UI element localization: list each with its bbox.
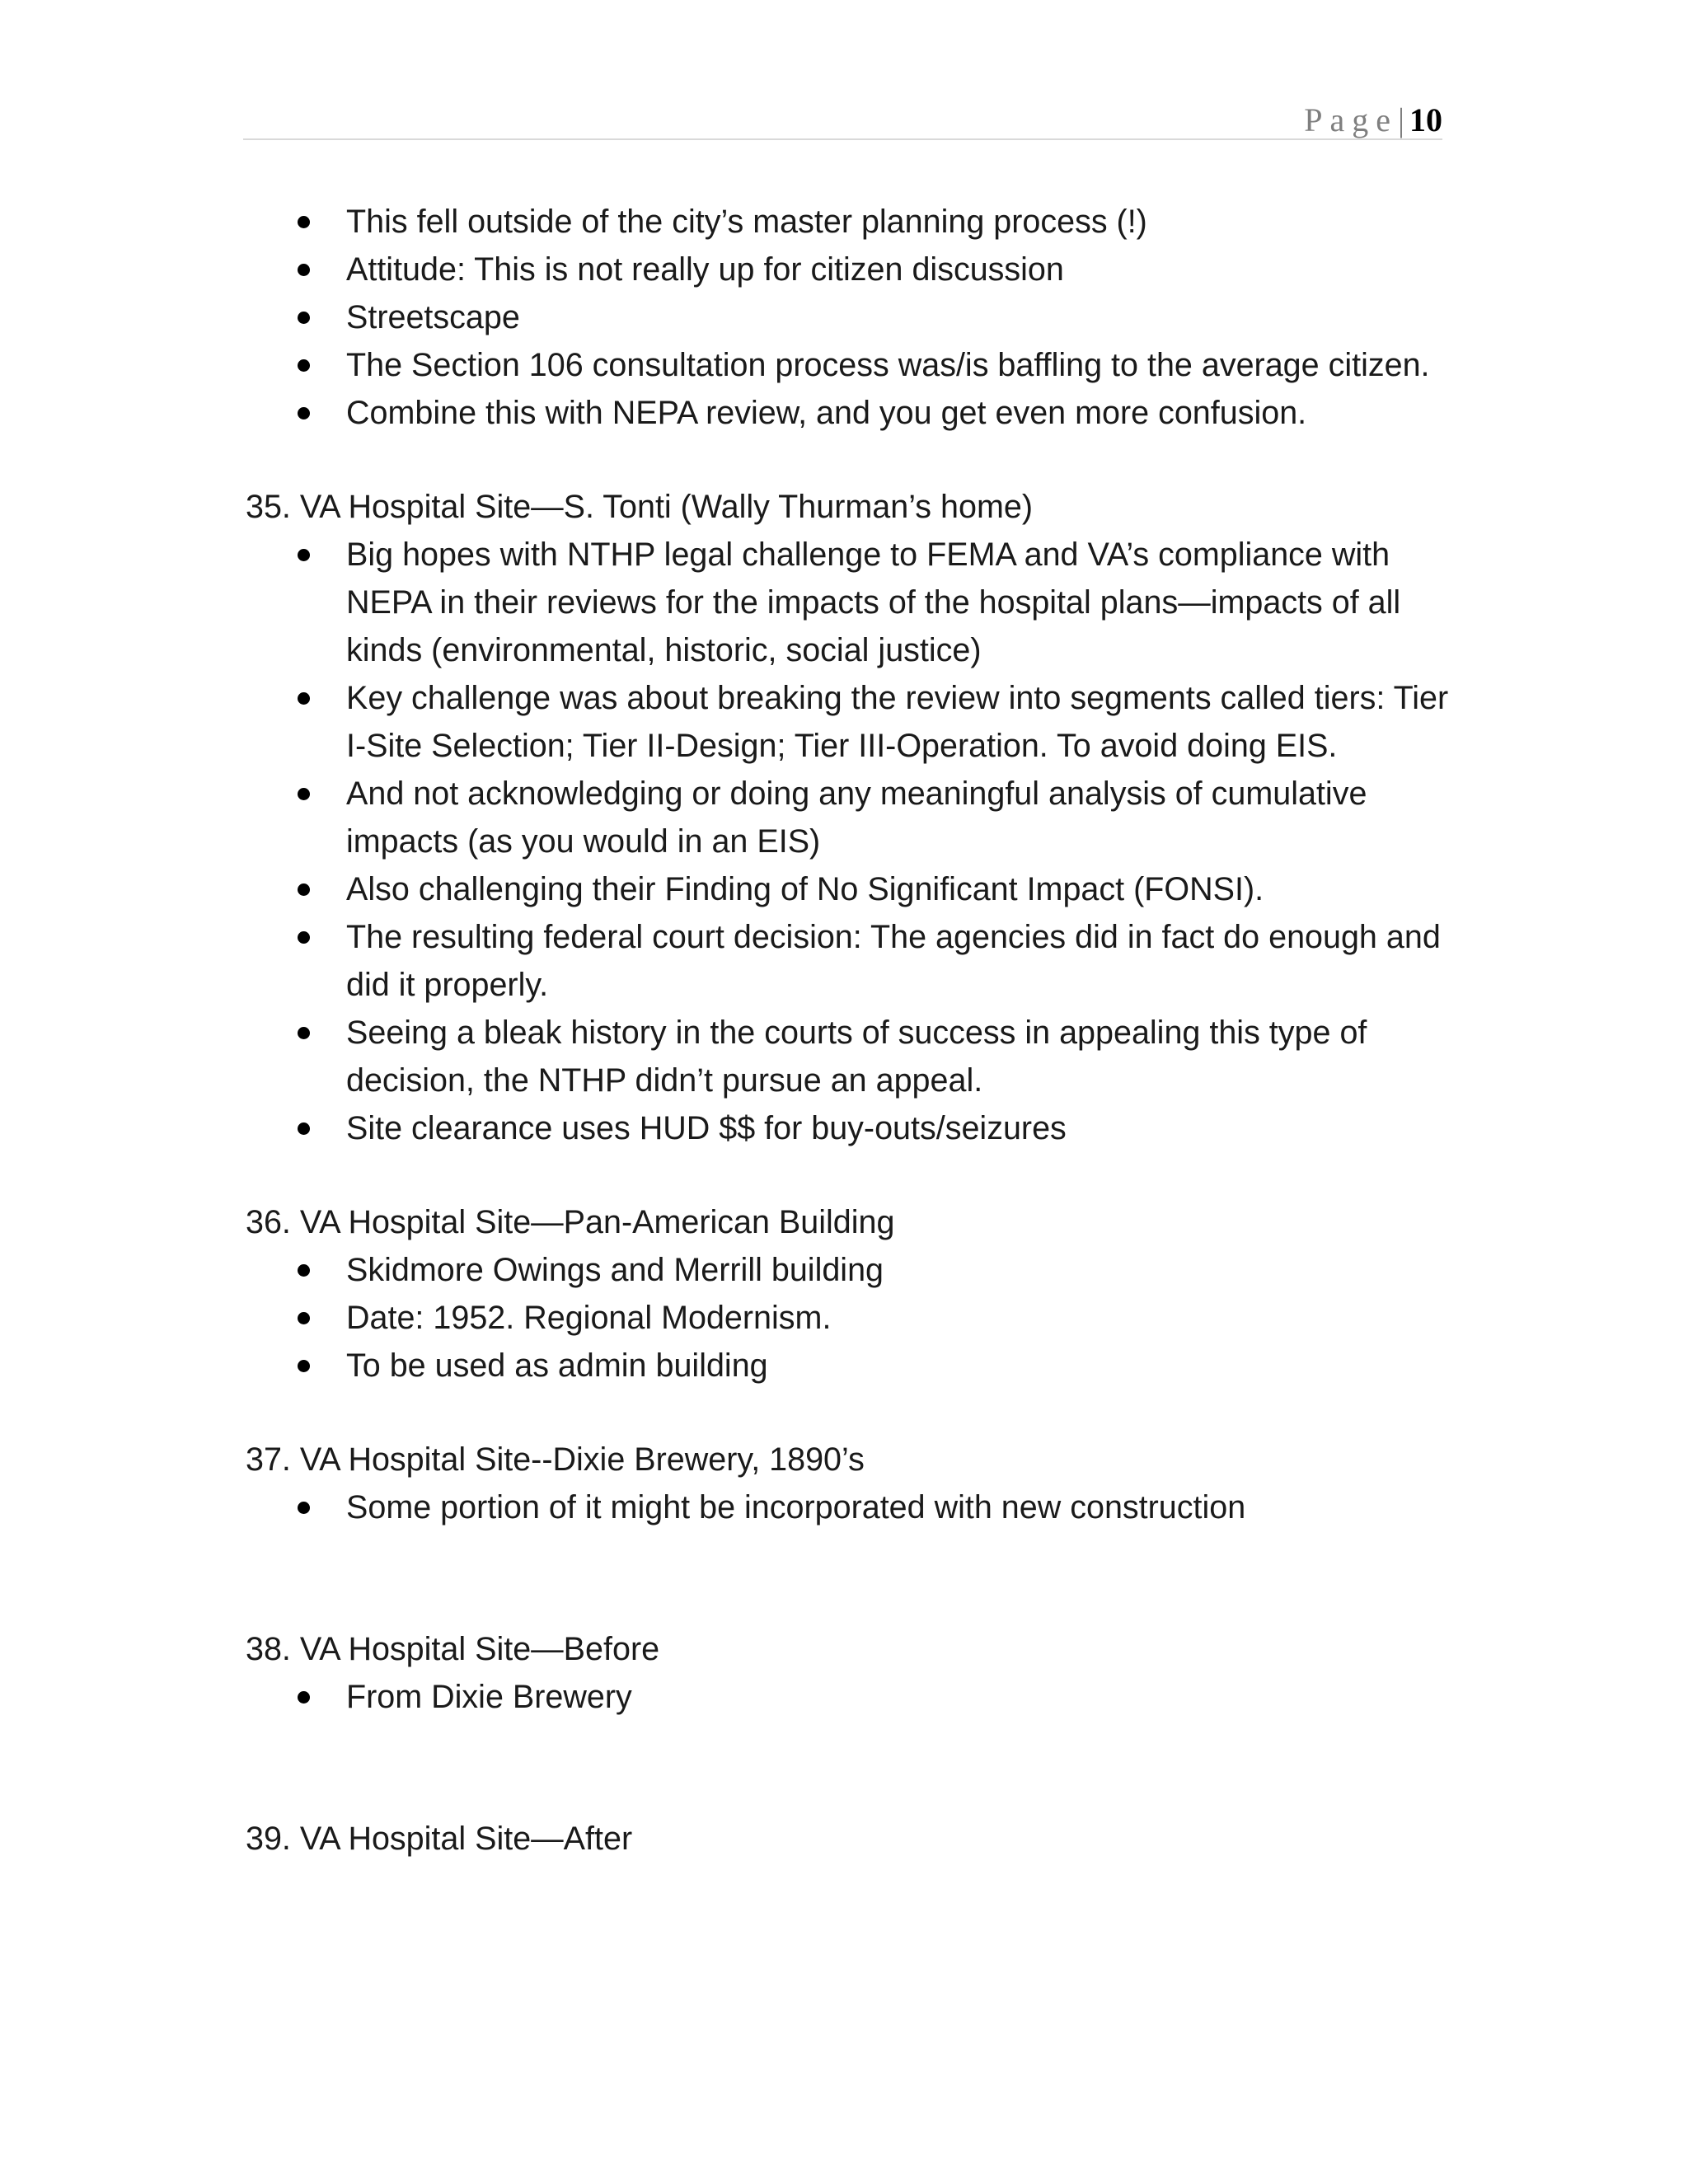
section-title: 35. VA Hospital Site—S. Tonti (Wally Thurman’s home) bbox=[246, 489, 1033, 525]
section-37 bbox=[246, 1436, 1449, 1531]
list-item bbox=[246, 865, 1449, 913]
section-title: 36. VA Hospital Site—Pan-American Building bbox=[246, 1204, 895, 1240]
page-label: Page bbox=[1304, 101, 1398, 138]
list-item-text: This fell outside of the city’s master planning process (!) bbox=[346, 204, 1147, 240]
document-body bbox=[246, 198, 1449, 1863]
bullet-icon bbox=[298, 1502, 310, 1514]
list-item-text: Date: 1952. Regional Modernism. bbox=[346, 1300, 832, 1336]
section-bullet-list bbox=[246, 1246, 1449, 1390]
bullet-icon bbox=[298, 216, 310, 228]
bullet-icon bbox=[298, 931, 310, 944]
section-39 bbox=[246, 1815, 1449, 1863]
bullet-icon bbox=[298, 1027, 310, 1039]
list-item bbox=[246, 1246, 1449, 1294]
list-item bbox=[246, 1009, 1449, 1104]
list-item bbox=[246, 913, 1449, 1009]
list-item-text: Key challenge was about breaking the review into segments called tiers: Tier I-Site Selection; Tier II-Design; Tier III-Operation. To avoid doing EIS. bbox=[346, 680, 1449, 764]
list-item-text: Skidmore Owings and Merrill building bbox=[346, 1252, 884, 1288]
section-title: 39. VA Hospital Site—After bbox=[246, 1821, 633, 1857]
list-item bbox=[246, 198, 1449, 246]
bullet-icon bbox=[298, 692, 310, 705]
bullet-icon bbox=[298, 549, 310, 561]
section-36 bbox=[246, 1198, 1449, 1390]
list-item-text: Site clearance uses HUD $$ for buy-outs/seizures bbox=[346, 1110, 1067, 1146]
section-bullet-list bbox=[246, 1673, 1449, 1721]
section-38 bbox=[246, 1625, 1449, 1721]
list-item-text: The resulting federal court decision: The agencies did in fact do enough and did it properly. bbox=[346, 919, 1441, 1003]
intro-bullet-list bbox=[246, 198, 1449, 437]
list-item bbox=[246, 246, 1449, 293]
section-35 bbox=[246, 483, 1449, 1152]
page-header bbox=[243, 97, 1442, 140]
list-item-text: And not acknowledging or doing any meaningful analysis of cumulative impacts (as you would in an EIS) bbox=[346, 776, 1367, 860]
section-title: 38. VA Hospital Site—Before bbox=[246, 1631, 660, 1667]
list-item bbox=[246, 1483, 1449, 1531]
section-bullet-list bbox=[246, 531, 1449, 1152]
list-item bbox=[246, 389, 1449, 437]
list-item-text: Seeing a bleak history in the courts of success in appealing this type of decision, the NTHP didn’t pursue an appeal. bbox=[346, 1015, 1367, 1099]
list-item bbox=[246, 293, 1449, 341]
bullet-icon bbox=[298, 788, 310, 800]
bullet-icon bbox=[298, 359, 310, 372]
page-number-value: 10 bbox=[1409, 101, 1442, 138]
list-item-text: Some portion of it might be incorporated with new construction bbox=[346, 1489, 1246, 1526]
list-item bbox=[246, 1294, 1449, 1342]
list-item bbox=[246, 1104, 1449, 1152]
page-separator: | bbox=[1397, 101, 1404, 138]
list-item-text: Attitude: This is not really up for citizen discussion bbox=[346, 251, 1064, 288]
list-item-text: The Section 106 consultation process was/is baffling to the average citizen. bbox=[346, 347, 1430, 383]
list-item bbox=[246, 1673, 1449, 1721]
bullet-icon bbox=[298, 1360, 310, 1372]
list-item bbox=[246, 531, 1449, 674]
list-item bbox=[246, 341, 1449, 389]
bullet-icon bbox=[298, 264, 310, 276]
bullet-icon bbox=[298, 1122, 310, 1135]
list-item-text: Streetscape bbox=[346, 299, 520, 335]
list-item bbox=[246, 674, 1449, 770]
section-bullet-list bbox=[246, 1483, 1449, 1531]
list-item bbox=[246, 1342, 1449, 1390]
bullet-icon bbox=[298, 1264, 310, 1277]
list-item-text: Combine this with NEPA review, and you get even more confusion. bbox=[346, 395, 1307, 431]
page-number bbox=[1304, 101, 1442, 139]
list-item-text: Also challenging their Finding of No Significant Impact (FONSI). bbox=[346, 871, 1264, 907]
bullet-icon bbox=[298, 1312, 310, 1324]
bullet-icon bbox=[298, 407, 310, 419]
list-item bbox=[246, 770, 1449, 865]
bullet-icon bbox=[298, 312, 310, 324]
list-item-text: To be used as admin building bbox=[346, 1347, 768, 1384]
list-item-text: From Dixie Brewery bbox=[346, 1679, 632, 1715]
list-item-text: Big hopes with NTHP legal challenge to FEMA and VA’s compliance with NEPA in their reviews for the impacts of the hospital plans—impacts of all kinds (environmental, historic, social justice) bbox=[346, 537, 1401, 668]
section-title: 37. VA Hospital Site--Dixie Brewery, 1890’s bbox=[246, 1441, 865, 1478]
bullet-icon bbox=[298, 1691, 310, 1704]
bullet-icon bbox=[298, 883, 310, 896]
